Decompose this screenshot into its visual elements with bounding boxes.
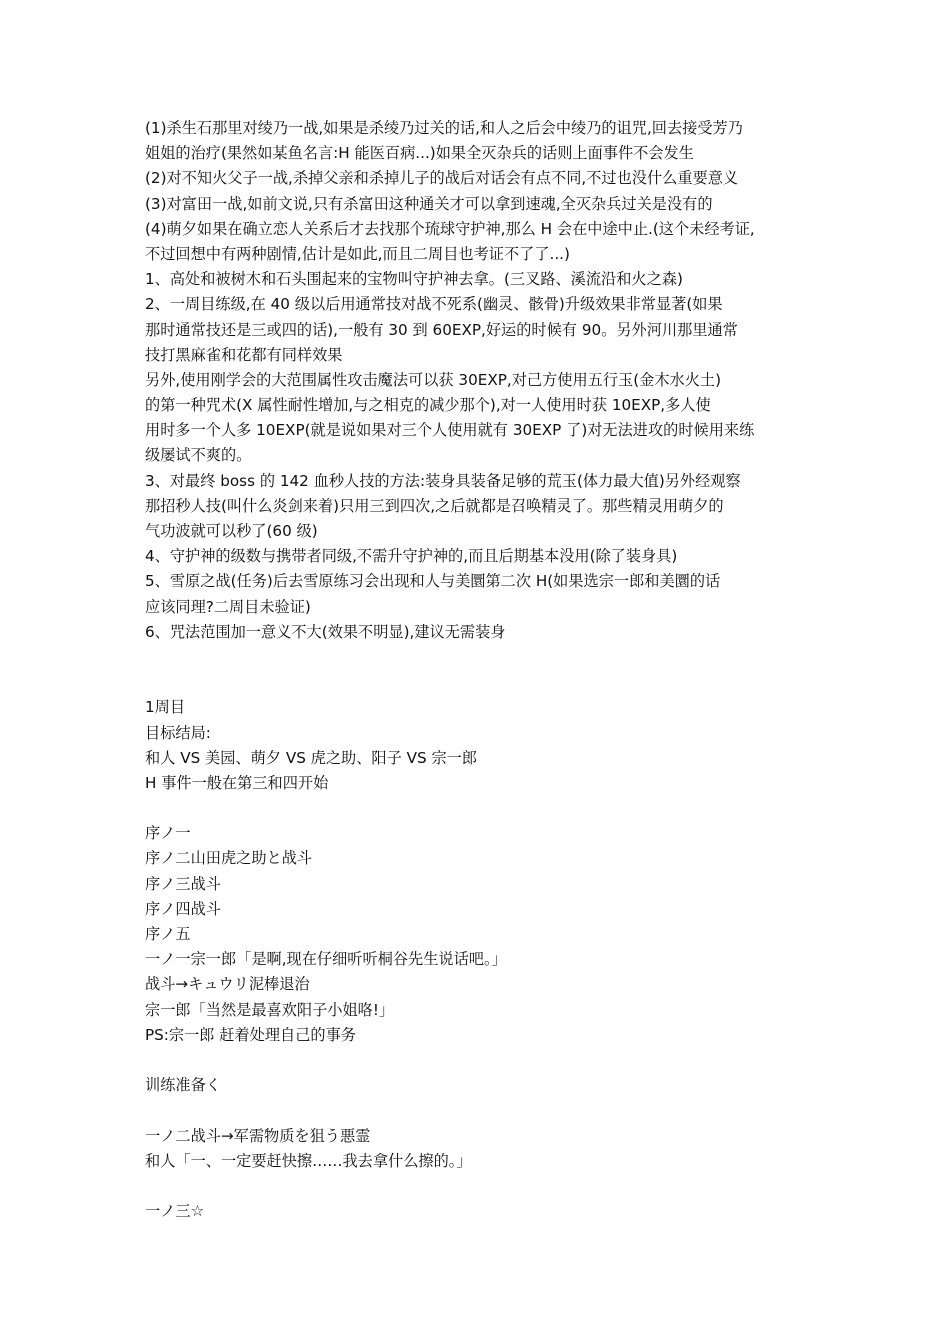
tip-line: 4、守护神的级数与携带者同级,不需升守护神的,而且后期基本没用(除了装身具) [145,547,678,566]
spacer [145,645,817,695]
walkthrough-step: 序ノ二山田虎之助と战斗 [145,849,313,868]
tip-line: 技打黑麻雀和花都有同样效果 [145,345,343,364]
spacer [145,1098,817,1123]
walkthrough-title: 1周目 [145,698,186,717]
tip-line: 气功波就可以秒了(60 级) [145,522,318,540]
tip-line: 另外,使用刚学会的大范围属性攻击魔法可以获 30EXP,对己方使用五行玉(金木水火土) [145,370,722,389]
training-line: 训练准备く [145,1076,221,1095]
tip-line: 级屡试不爽的。 [145,446,252,465]
walkthrough-goal: 和人 VS 美园、萌夕 VS 虎之助、阳子 VS 宗一郎 [145,748,478,767]
walkthrough-goal-label: 目标结局: [145,723,211,742]
tip-line: 那招秒人技(叫什么炎剑来着)只用三到四次,之后就都是召唤精灵了。那些精灵用萌夕的 [145,496,724,515]
tip-line: 1、高处和被树木和石头围起来的宝物叫守护神去拿。(三叉路、溪流沿和火之森) [145,270,683,289]
walkthrough-step: 序ノ五 [145,925,191,944]
tip-line: 6、咒法范围加一意义不大(效果不明显),建议无需装身 [145,622,506,641]
walkthrough-step: 序ノ三战斗 [145,874,221,893]
tip-line: 3、对最终 boss 的 142 血秒人技的方法:装身具装备足够的荒玉(体力最大值)另外经观察 [145,471,741,490]
walkthrough-step: 战斗→キュウリ泥棒退治 [145,975,310,994]
note-line: (3)对富田一战,如前文说,只有杀富田这种通关才可以拿到速魂,全灭杂兵过关是没有的 [145,194,713,213]
note-line: (2)对不知火父子一战,杀掉父亲和杀掉儿子的战后对话会有点不同,不过也没什么重要意义 [145,169,739,188]
tip-line: 5、雪原之战(任务)后去雪原练习会出现和人与美圜第二次 H(如果选宗一郎和美圜的话 [145,572,721,591]
note-line: (1)杀生石那里对绫乃一战,如果是杀绫乃过关的话,和人之后会中绫乃的诅咒,回去接受芳乃 [145,119,743,137]
walkthrough-step: 宗一郎「当然是最喜欢阳子小姐咯!」 [145,1000,395,1019]
walkthrough-step: 一ノ二战斗→军需物质を狙う悪霊 [145,1126,371,1145]
walkthrough-step: PS:宗一郎 赶着处理自己的事务 [145,1025,356,1044]
note-line: 不过回想中有两种剧情,估计是如此,而且二周目也考证不了了...) [145,244,570,263]
spacer [145,1048,817,1073]
spacer [145,796,817,821]
tip-line: 的第一种咒术(X 属性耐性增加,与之相克的减少那个),对一人使用时获 10EXP,多人使 [145,396,711,415]
note-line: (4)萌夕如果在确立恋人关系后才去找那个琉球守护神,那么 H 会在中途中止.(这个未经考证, [145,219,755,238]
tip-line: 那时通常技还是三或四的话),一般有 30 到 60EXP,好运的时候有 90。另外河川那里通常 [145,320,738,339]
tip-line: 2、一周目练级,在 40 级以后用通常技对战不死系(幽灵、骸骨)升级效果非常显著(如果 [145,295,723,314]
tip-line: 应该同理?二周目未验证) [145,597,311,616]
walkthrough-h-note: H 事件一般在第三和四开始 [145,773,329,792]
tip-line: 用时多一个人多 10EXP(就是说如果对三个人使用就有 30EXP 了)对无法进攻的时候用来练 [145,421,755,440]
walkthrough-step: 和人「一、一定要赶快擦……我去拿什么擦的。」 [145,1151,472,1170]
walkthrough-step: 序ノ四战斗 [145,899,221,918]
note-line: 姐姐的治疗(果然如某鱼名言:H 能医百病...)如果全灭杂兵的话则上面事件不会发生 [145,144,694,163]
walkthrough-step: 一ノ一宗一郎「是啊,现在仔细听听桐谷先生说话吧。」 [145,950,507,969]
walkthrough-step: 序ノ一 [145,824,191,843]
spacer [145,1174,817,1199]
document-body [145,116,817,1224]
walkthrough-step: 一ノ三☆ [145,1202,205,1221]
